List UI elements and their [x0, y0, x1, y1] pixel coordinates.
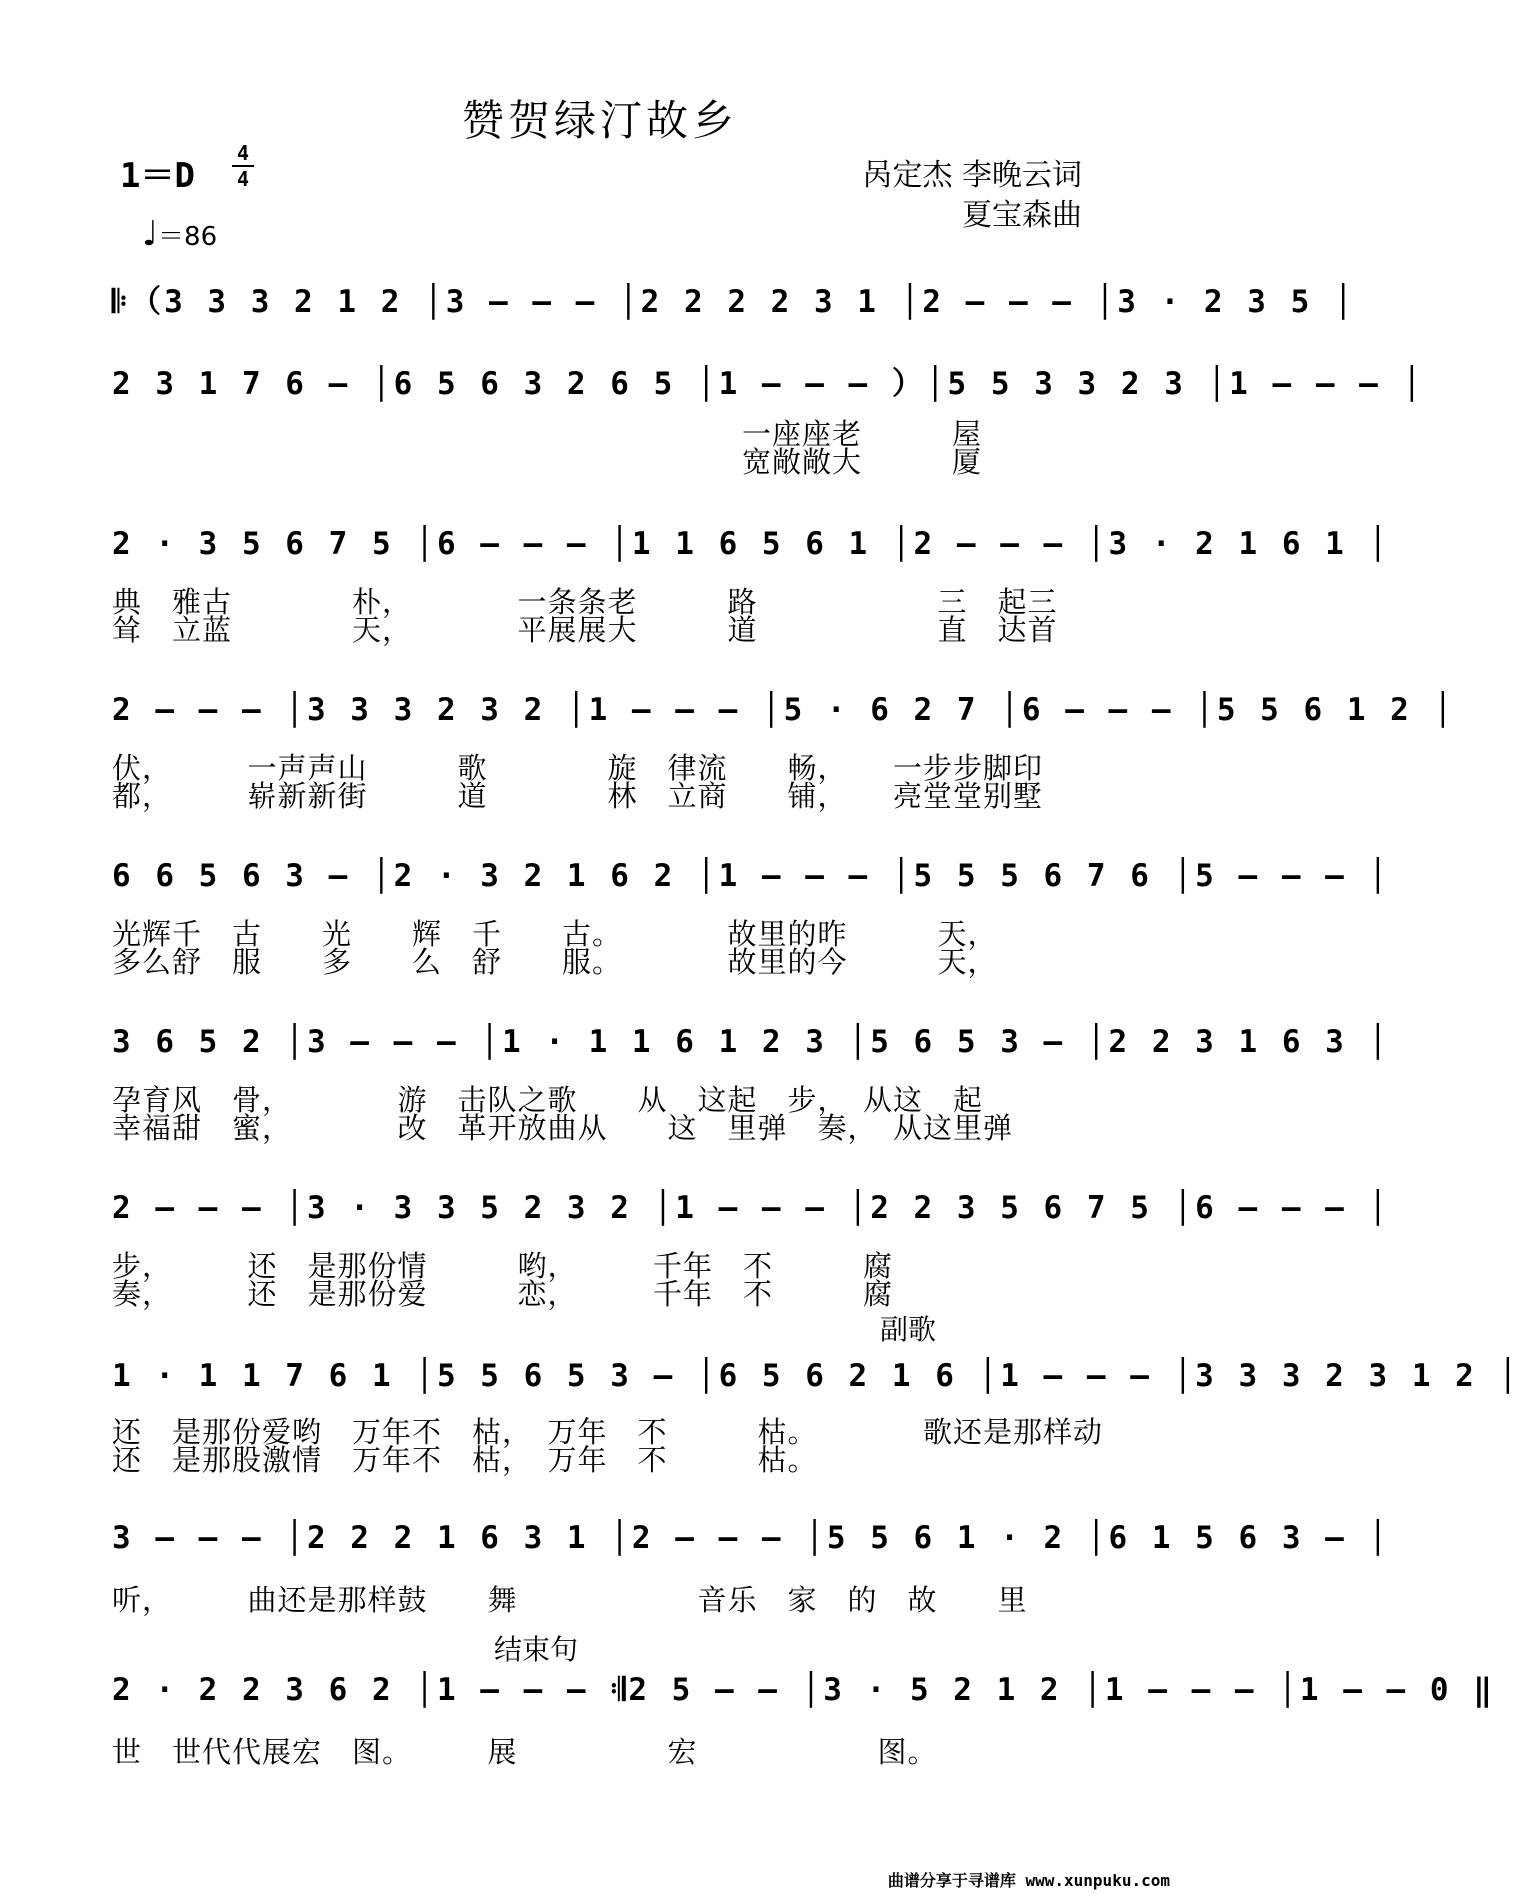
- source-watermark: 曲谱分享于寻谱库 www.xunpuku.com: [887, 1871, 1170, 1890]
- notation-line: 2 – – – │3 3 3 2 3 2 │1 – – – │5 · 6 2 7 │6 – – – │5 5 6 1 2 │: [112, 692, 1456, 728]
- song-title: 赞贺绿汀故乡: [461, 96, 738, 145]
- lyricist-credit: 呙定杰 李晚云词: [862, 158, 1082, 193]
- notation-line: 2 3 1 7 6 – │6 5 6 3 2 6 5 │1 – – – ）│5 5 3 3 2 3 │1 – – – │: [112, 366, 1425, 402]
- notation-line: 6 6 5 6 3 – │2 · 3 2 1 6 2 │1 – – – │5 5 5 6 7 6 │5 – – – │: [112, 858, 1391, 894]
- notation-line: 𝄆（3 3 3 2 1 2 │3 – – – │2 2 2 2 3 1 │2 – – – │3 · 2 3 5 │: [112, 284, 1356, 320]
- tempo-value: ＝86: [158, 222, 218, 252]
- time-signature-bottom: 4: [236, 167, 250, 191]
- lyric-verse-1: 还 是那份爱哟 万年不 枯， 万年 不 枯。 歌还是那样动: [112, 1415, 1104, 1449]
- lyric-verse-1: 孕育风 骨， 游 击队之歌 从 这起 步， 从这 起: [112, 1083, 984, 1117]
- lyric-verse-1: 步， 还 是那份情 哟， 千年 不 腐: [112, 1249, 894, 1283]
- key-signature: 1＝D: [120, 156, 195, 196]
- staff-system-9: [112, 1518, 1391, 1566]
- notation-line: 1 · 1 1 7 6 1 │5 5 6 5 3 – │6 5 6 2 1 6 │1 – – – │3 3 3 2 3 1 2 │: [112, 1358, 1520, 1394]
- lyric-verse-1: 伏， 一声声山 歌 旋 律流 畅， 一步步脚印: [112, 751, 1044, 785]
- notation-line: 3 – – – │2 2 2 1 6 3 1 │2 – – – │5 5 6 1 · 2 │6 1 5 6 3 – │: [112, 1520, 1391, 1556]
- lyric-verse-1: 一座座老 屋: [742, 417, 983, 451]
- time-signature: [232, 142, 254, 190]
- ending-label: 结束句: [494, 1633, 579, 1666]
- notation-line: 2 · 3 5 6 7 5 │6 – – – │1 1 6 5 6 1 │2 – – – │3 · 2 1 6 1 │: [112, 526, 1391, 562]
- lyric-verse-2: 多么舒 服 多 么 舒 服。 故里的今 天，: [112, 945, 998, 979]
- lyric-line: 听， 曲还是那样鼓 舞 音乐 家 的 故 里: [112, 1583, 1028, 1617]
- lyric-verse-2: 宽敞敞大 厦: [742, 445, 983, 479]
- quarter-note-icon: ♩: [142, 214, 159, 254]
- lyric-verse-1: 典 雅古 朴， 一条条老 路 三 起三: [112, 585, 1058, 619]
- staff-system-8: [112, 1356, 1520, 1404]
- lyric-line: 世 世代代展宏 图。 展 宏 图。: [112, 1735, 938, 1769]
- staff-system-3: [112, 524, 1391, 572]
- chorus-label: 副歌: [880, 1313, 937, 1346]
- time-signature-top: 4: [236, 141, 250, 165]
- staff-system-5: [112, 856, 1391, 904]
- lyric-verse-2: 都， 崭新新街 道 林 立商 铺， 亮堂堂别墅: [112, 779, 1044, 813]
- staff-system-6: [112, 1022, 1391, 1070]
- staff-system-2: [112, 356, 1425, 404]
- tempo-marking: [142, 214, 217, 254]
- lyric-verse-2: 幸福甜 蜜， 改 革开放曲从 这 里弹 奏， 从这里弹: [112, 1111, 1014, 1145]
- lyric-verse-2: 奏， 还 是那份爱 恋， 千年 不 腐: [112, 1277, 894, 1311]
- staff-system-4: [112, 690, 1456, 738]
- lyric-verse-2: 耸 立蓝 天， 平展展大 道 直 达首: [112, 613, 1058, 647]
- staff-system-1: [112, 274, 1356, 322]
- lyric-verse-1: 光辉千 古 光 辉 千 古。 故里的昨 天，: [112, 917, 998, 951]
- composer-credit: 夏宝森曲: [962, 198, 1082, 233]
- notation-line: 2 · 2 2 3 6 2 │1 – – – 𝄇2 5 – – │3 · 5 2 1 2 │1 – – – │1 – – 0 ‖: [112, 1672, 1495, 1708]
- lyric-verse-2: 还 是那股激情 万年不 枯， 万年 不 枯。: [112, 1443, 818, 1477]
- staff-system-7: [112, 1188, 1391, 1236]
- notation-line: 3 6 5 2 │3 – – – │1 · 1 1 6 1 2 3 │5 6 5 3 – │2 2 3 1 6 3 │: [112, 1024, 1391, 1060]
- notation-line: 2 – – – │3 · 3 3 5 2 3 2 │1 – – – │2 2 3 5 6 7 5 │6 – – – │: [112, 1190, 1391, 1226]
- staff-system-10: [112, 1670, 1495, 1718]
